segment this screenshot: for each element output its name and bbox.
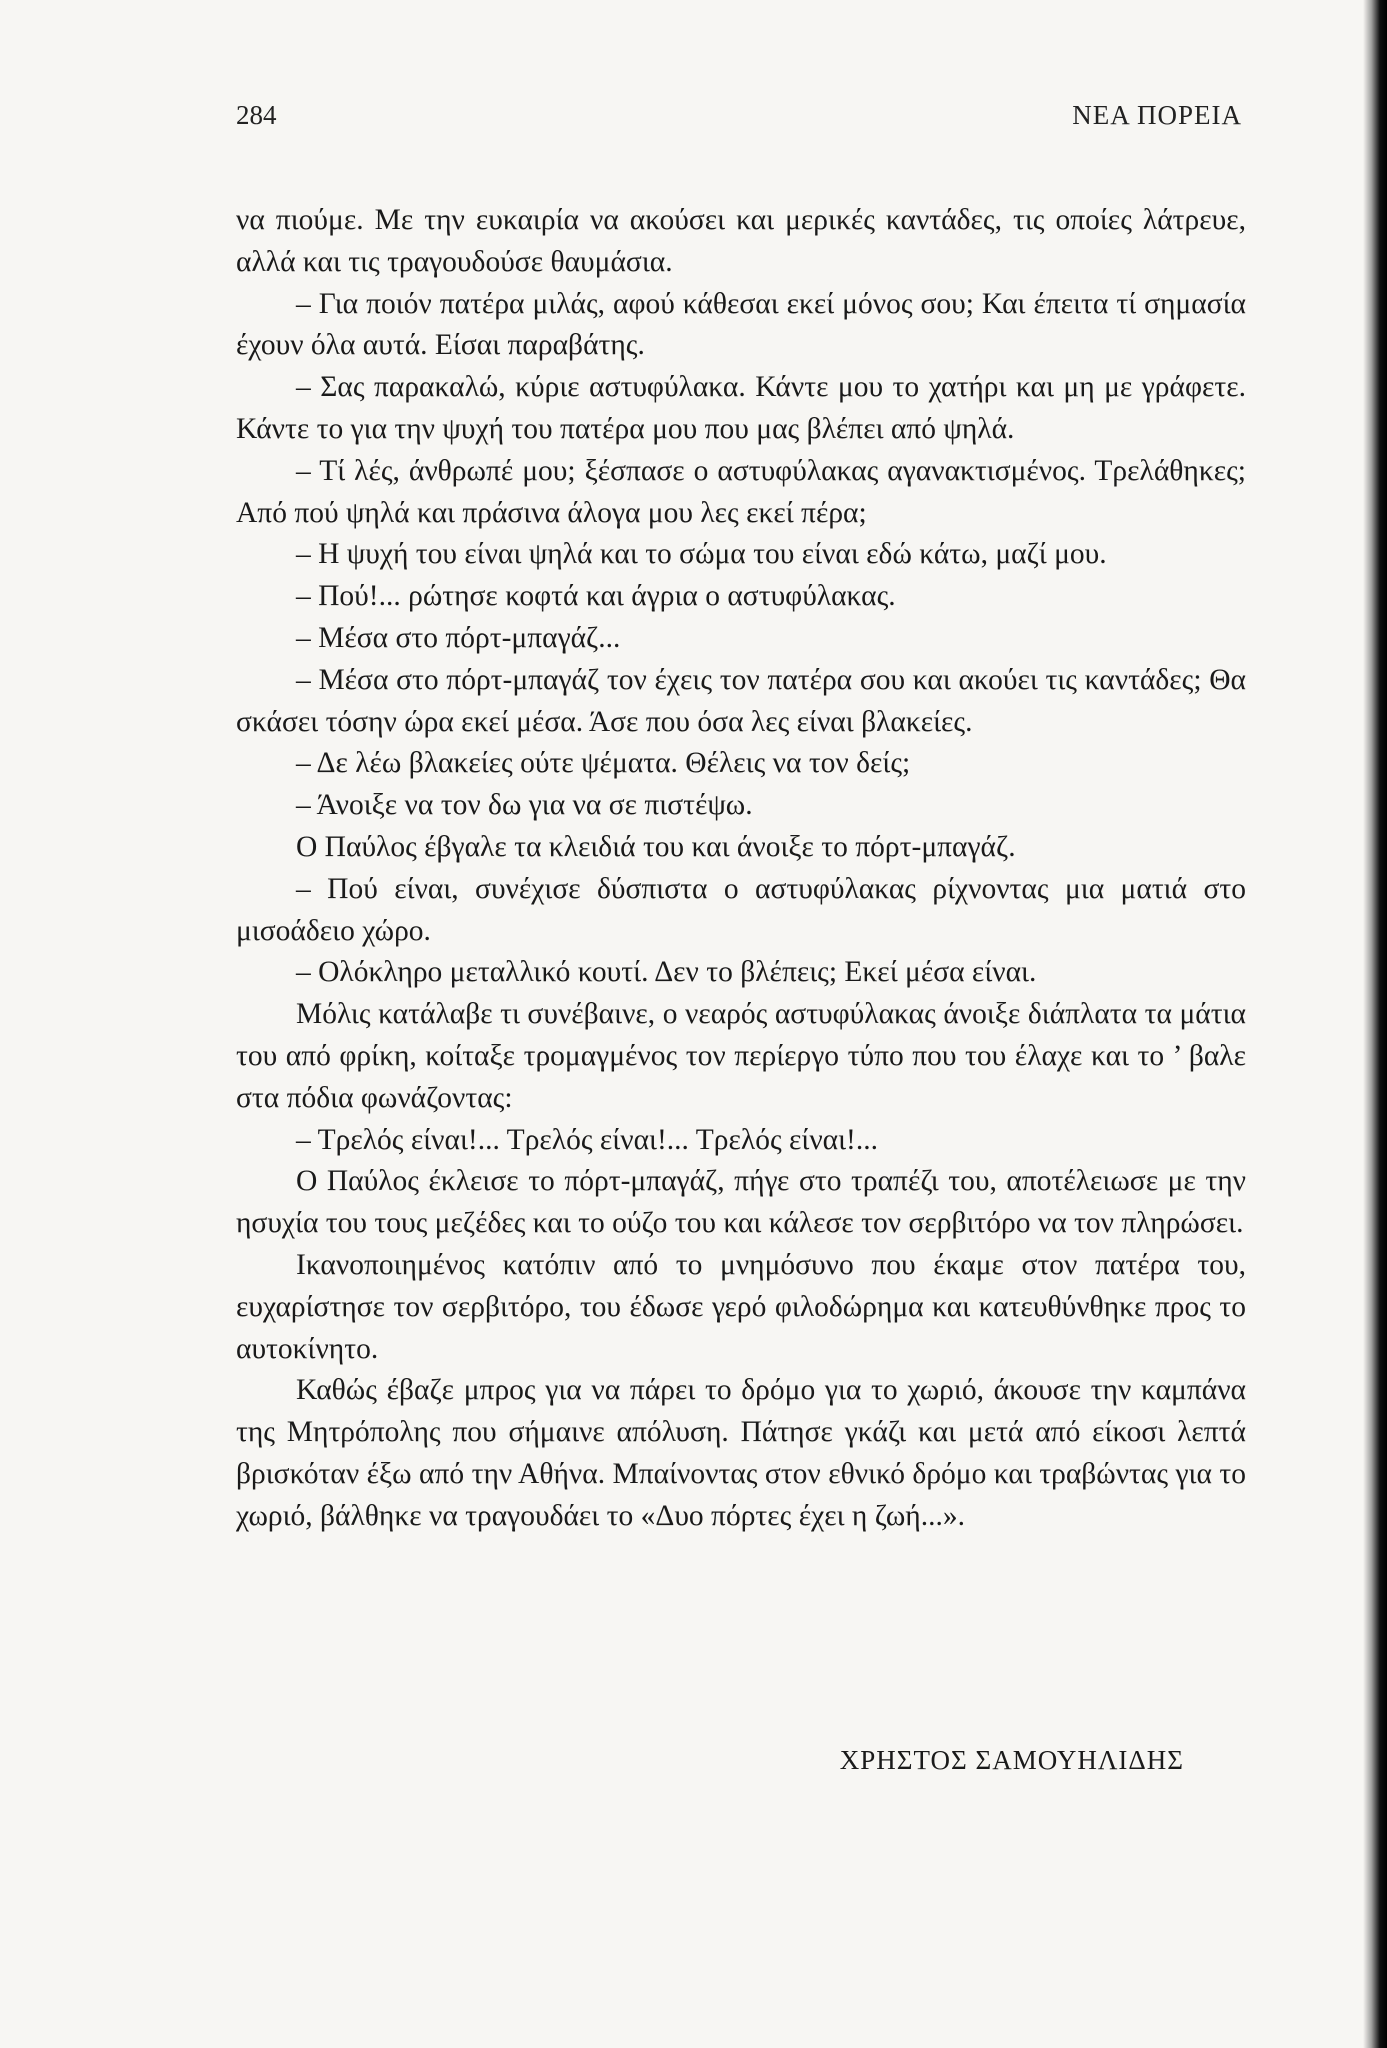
paragraph: – Μέσα στο πόρτ-μπαγάζ... [296,621,621,654]
paragraph: – Άνοιξε να τον δω για να σε πιστέψω. [296,789,753,822]
paragraph: Καθώς έβαζε μπρος για να πάρει το δρόμο για το χωριό, άκουσε την καμπάνα της Μητρόπολης που σήμαινε απόλυση. Πάτησε γκάζι και μετά από είκοσι λεπτά βρισκόταν έξω από την Αθήνα. Μπαίνοντας στον εθνικό δρόμο και τραβώντας για το χωριό, βάλθηκε να τραγουδάει το «Δυο πόρτες έχει η ζωή...». [236,1374,1246,1532]
paragraph: – Πού είναι, συνέχισε δύσπιστα ο αστυφύλακας ρίχνοντας μια ματιά στο μισοάδειο χώρο. [236,872,1246,947]
paragraph: Ο Παύλος έβγαλε τα κλειδιά του και άνοιξε το πόρτ-μπαγάζ. [296,830,1016,863]
paragraph: Ο Παύλος έκλεισε το πόρτ-μπαγάζ, πήγε στο τραπέζι του, αποτέλειωσε με την ησυχία του τους μεζέδες και το ούζο του και κάλεσε τον σερβιτόρο να τον πληρώσει. [236,1165,1246,1240]
paragraph: – Τί λές, άνθρωπέ μου; ξέσπασε ο αστυφύλακας αγανακτισμένος. Τρελάθηκες; Από πού ψηλά και πράσινα άλογα μου λες εκεί πέρα; [236,454,1246,529]
running-head: ΝΕΑ ΠΟΡΕΙΑ [1072,100,1242,130]
paragraph: – Δε λέω βλακείες ούτε ψέματα. Θέλεις να τον δείς; [296,747,911,780]
paragraph: – Για ποιόν πατέρα μιλάς, αφού κάθεσαι εκεί μόνος σου; Και έπειτα τί σημασία έχουν όλα αυτά. Είσαι παραβάτης. [236,287,1246,362]
paragraph: – Τρελός είναι!... Τρελός είναι!... Τρελός είναι!... [296,1123,879,1156]
paragraph: Ικανοποιημένος κατόπιν από το μνημόσυνο που έκαμε στον πατέρα του, ευχαρίστησε τον σερβιτόρο, του έδωσε γερό φιλοδώρημα και κατευθύνθηκε προς το αυτοκίνητο. [236,1248,1246,1365]
paragraph: – Η ψυχή του είναι ψηλά και το σώμα του είναι εδώ κάτω, μαζί μου. [296,538,1107,571]
page-edge-shadow [1363,0,1387,2048]
paragraph: – Ολόκληρο μεταλλικό κουτί. Δεν το βλέπεις; Εκεί μέσα είναι. [296,956,1037,989]
paragraph: – Σας παρακαλώ, κύριε αστυφύλακα. Κάντε μου το χατήρι και μη με γράφετε. Κάντε το για την ψυχή του πατέρα μου που μας βλέπει από ψηλά. [236,371,1246,445]
author-signature: ΧΡΗΣΤΟΣ ΣΑΜΟΥΗΛΙΔΗΣ [839,1745,1184,1775]
paragraph: – Πού!... ρώτησε κοφτά και άγρια ο αστυφύλακας. [296,580,896,613]
paragraph: Μόλις κατάλαβε τι συνέβαινε, ο νεαρός αστυφύλακας άνοιξε διάπλατα τα μάτια του από φρίκη, κοίταξε τρομαγμένος τον περίεργο τύπο που του έλαχε και το ’ βαλε στα πόδια φωνάζοντας: [236,998,1246,1114]
page-number: 284 [236,100,277,130]
body-text [236,200,1246,1538]
paragraph: να πιούμε. Με την ευκαιρία να ακούσει και μερικές καντάδες, τις οποίες λάτρευε, αλλά και τις τραγουδούσε θαυμάσια. [236,204,1246,278]
paragraph: – Μέσα στο πόρτ-μπαγάζ τον έχεις τον πατέρα σου και ακούει τις καντάδες; Θα σκάσει τόσην ώρα εκεί μέσα. Άσε που όσα λες είναι βλακείες. [236,663,1246,738]
